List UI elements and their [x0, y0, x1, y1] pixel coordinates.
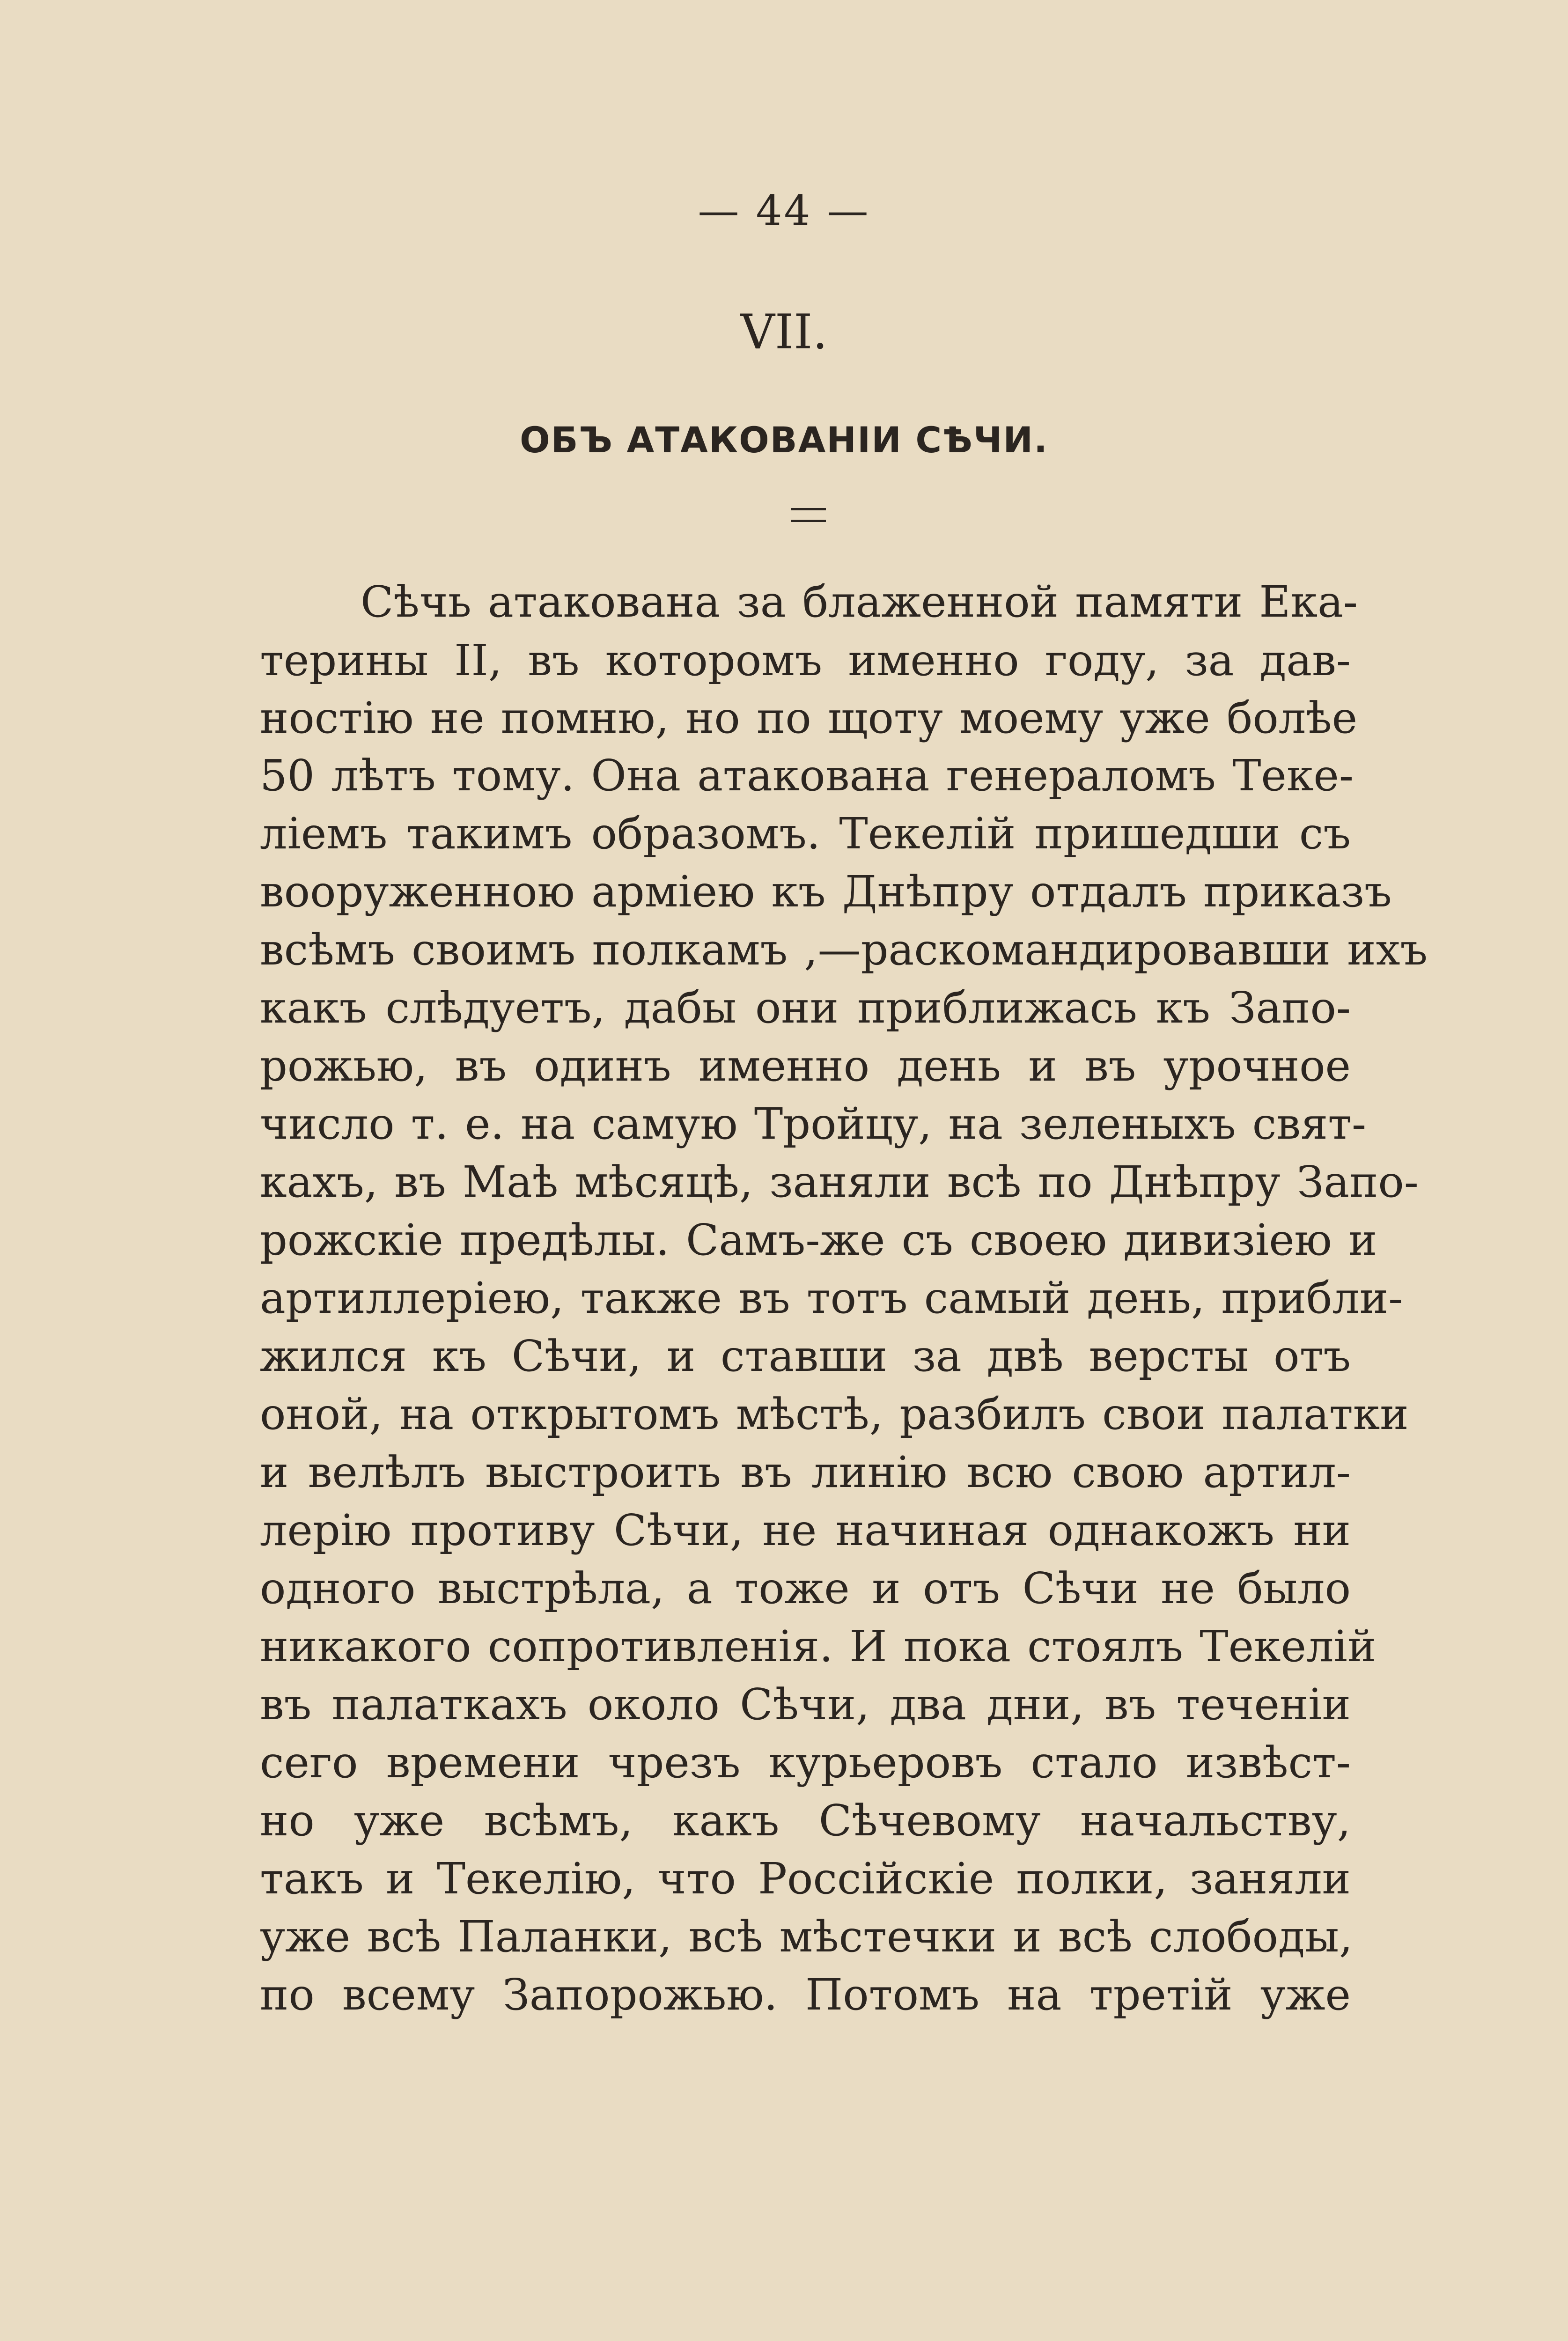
- text-line: лерію противу Сѣчи, не начиная однакожъ ни: [260, 1505, 1351, 1555]
- text-line: но уже всѣмъ, какъ Сѣчевому начальству,: [260, 1796, 1351, 1846]
- text-line: рожскіе предѣлы. Самъ-же съ своею дивизіею и: [260, 1215, 1377, 1265]
- text-line: артиллеріею, также въ тотъ самый день, прибли-: [260, 1273, 1403, 1323]
- text-line: одного выстрѣла, а тоже и отъ Сѣчи не было: [260, 1563, 1351, 1613]
- page-number: — 44 —: [698, 186, 870, 235]
- text-line: жился къ Сѣчи, и ставши за двѣ версты отъ: [260, 1331, 1351, 1381]
- text-line: число т. е. на самую Тройцу, на зеленыхъ свят-: [260, 1099, 1367, 1149]
- text-line: рожью, въ одинъ именно день и въ урочное: [260, 1041, 1351, 1091]
- text-line: вооруженною арміею къ Днѣпру отдалъ приказъ: [260, 867, 1392, 917]
- text-line: 50 лѣтъ тому. Она атакована генераломъ Теке-: [260, 751, 1354, 801]
- text-line: оной, на открытомъ мѣстѣ, разбилъ свои палатки: [260, 1389, 1409, 1439]
- text-line: Сѣчь атакована за блаженной памяти Ека-: [361, 577, 1358, 627]
- text-line: всѣмъ своимъ полкамъ ,—раскомандировавши ихъ: [260, 925, 1428, 975]
- text-line: никакого сопротивленія. И пока стоялъ Текелій: [260, 1621, 1377, 1671]
- chapter-title: ОБЪ АТАКОВАНІИ СѢЧИ.: [520, 419, 1048, 461]
- text-line: такъ и Текелію, что Россійскіе полки, заняли: [260, 1854, 1351, 1904]
- text-line: ностію не помню, но по щоту моему уже болѣе: [260, 693, 1358, 743]
- text-line: терины II, въ которомъ именно году, за дав-: [260, 635, 1351, 685]
- text-line: уже всѣ Паланки, всѣ мѣстечки и всѣ слободы,: [260, 1912, 1353, 1962]
- text-line: и велѣлъ выстроить въ линію всю свою артил-: [260, 1447, 1351, 1497]
- chapter-number: VII.: [740, 304, 828, 360]
- text-line: въ палаткахъ около Сѣчи, два дни, въ теченіи: [260, 1679, 1351, 1730]
- text-line: кахъ, въ Маѣ мѣсяцѣ, заняли всѣ по Днѣпру Запо-: [260, 1157, 1419, 1207]
- text-line: сего времени чрезъ курьеровъ стало извѣст-: [260, 1737, 1351, 1788]
- text-line: какъ слѣдуетъ, дабы они приближась къ Запо-: [260, 983, 1351, 1033]
- text-line: ліемъ такимъ образомъ. Текелій пришедши съ: [260, 809, 1351, 859]
- text-line: по всему Запорожью. Потомъ на третій уже: [260, 1970, 1351, 2020]
